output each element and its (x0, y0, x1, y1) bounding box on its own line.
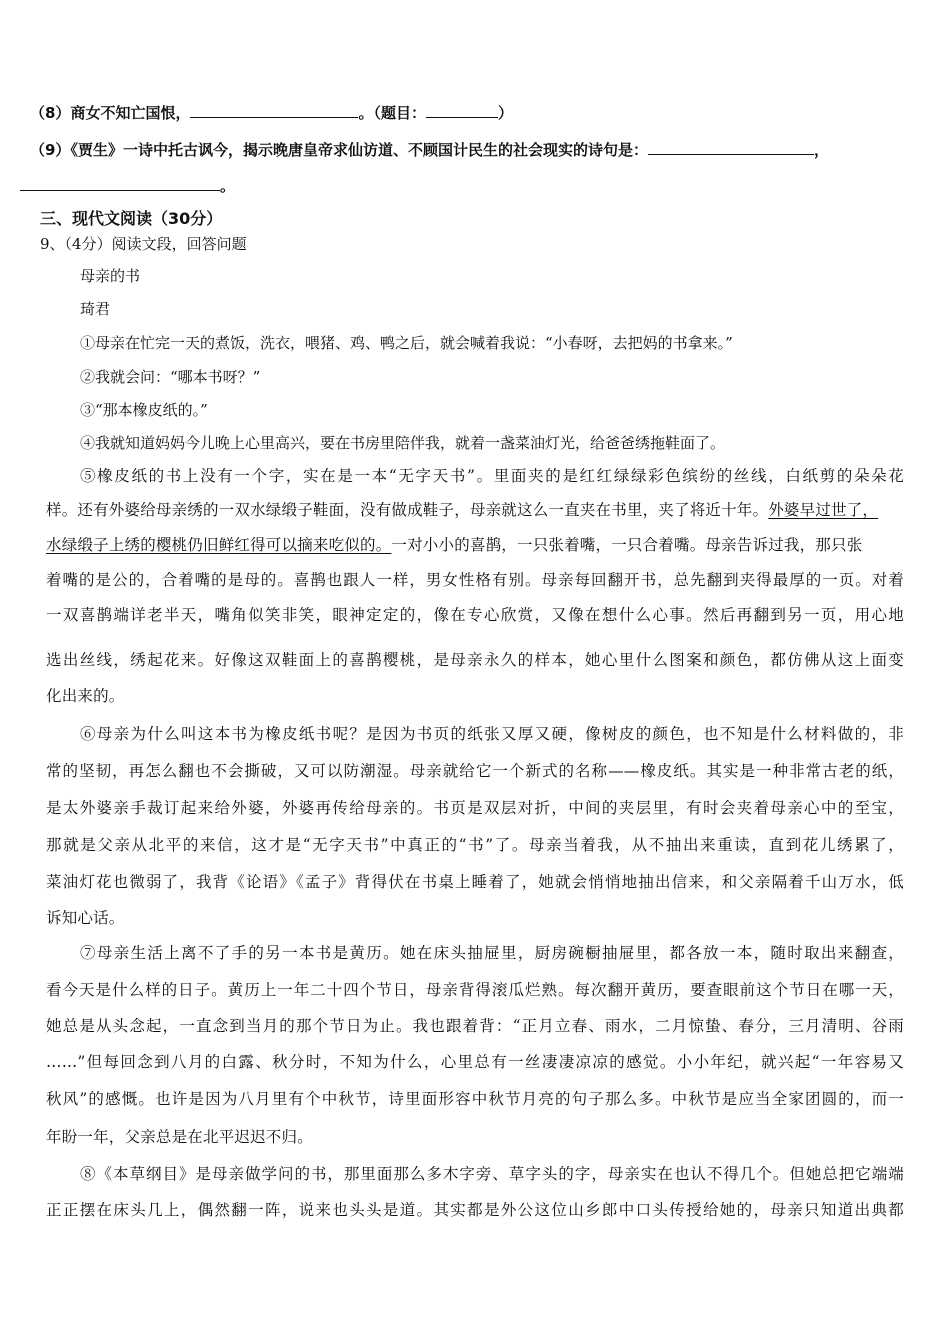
question-8-close: ） (497, 104, 513, 122)
paragraph-5-text-cont: 一对小小的喜鹊，一只张着嘴，一只合着嘴。母亲告诉过我，那只张 (391, 536, 863, 554)
paragraph-5-line-2 (46, 500, 904, 520)
underlined-sentence-part-2: 水绿缎子上绣的樱桃仍旧鲜红得可以摘来吃似的。 (46, 536, 392, 554)
answer-blank-9a[interactable] (648, 140, 814, 155)
question-8-prefix: 商女不知亡国恨， (70, 104, 191, 122)
article-author: 琦君 (80, 300, 111, 318)
paragraph-6-line-6: 诉知心话。 (46, 909, 125, 927)
paragraph-7-line-1: ⑦母亲生活上离不了手的另一本书是黄历。她在床头抽屉里，厨房碗橱抽屉里，都各放一本，随时取出来翻查， (80, 944, 904, 962)
question-9-task: 9、（4分）阅读文段，回答问题 (40, 235, 247, 253)
article-title: 母亲的书 (80, 267, 141, 285)
paragraph-2: ②我就会问：“哪本书呀？” (80, 368, 261, 386)
paragraph-5-line-3 (46, 535, 904, 555)
question-8-number: （8） (30, 104, 71, 122)
question-8 (30, 103, 513, 123)
paragraph-6-line-4: 那就是父亲从北平的来信，这才是“无字天书”中真正的“书”了。母亲当着我，从不抽出来重读，直到花儿绣累了， (46, 836, 904, 854)
paragraph-3: ③“那本橡皮纸的。” (80, 401, 208, 419)
paragraph-1: ①母亲在忙完一天的煮饭，洗衣，喂猪、鸡、鸭之后，就会喊着我说：“小春呀，去把妈的书拿来。” (80, 334, 733, 352)
paragraph-8-line-1: ⑧《本草纲目》是母亲做学问的书，那里面那么多木字旁、草字头的字，母亲实在也认不得几个。但她总把它端端 (80, 1165, 904, 1183)
paragraph-4: ④我就知道妈妈今儿晚上心里高兴，要在书房里陪伴我，就着一盏菜油灯光，给爸爸绣拖鞋面了。 (80, 434, 726, 452)
question-8-after-blank: 。（题目： (358, 104, 426, 122)
paragraph-7-line-4: ……”但每回念到八月的白露、秋分时，不知为什么，心里总有一丝凄凄凉凉的感觉。小小年纪，就兴起“一年容易又 (46, 1053, 904, 1071)
answer-blank-8-title[interactable] (426, 103, 498, 118)
question-9-text: 《贾生》一诗中托古讽今，揭示晚唐皇帝求仙访道、不顾国计民生的社会现实的诗句是： (70, 141, 648, 159)
paragraph-7-line-3: 她总是从头念起，一直念到当月的那个节日为止。我也跟着背：“正月立春、雨水，二月惊蛰、春分，三月清明、谷雨 (46, 1017, 904, 1035)
question-9-continuation (20, 176, 235, 196)
question-9-comma: ， (813, 141, 829, 159)
paragraph-6-line-1: ⑥母亲为什么叫这本书为橡皮纸书呢？是因为书页的纸张又厚又硬，像树皮的颜色，也不知是什么材料做的，非 (80, 725, 904, 743)
paragraph-5-line-4: 着嘴的是公的，合着嘴的是母的。喜鹊也跟人一样，男女性格有别。母亲每回翻开书，总先翻到夹得最厚的一页。对着 (46, 571, 904, 589)
underlined-sentence-part-1: 外婆早过世了， (768, 501, 879, 519)
question-9-end: 。 (220, 177, 236, 195)
paragraph-7-line-2: 看今天是什么样的日子。黄历上一年二十四个节日，母亲背得滚瓜烂熟。每次翻开黄历，要查眼前这个节日在哪一天， (46, 981, 904, 999)
paragraph-5-line-5: 一双喜鹊端详老半天，嘴角似笑非笑，眼神定定的，像在专心欣赏，又像在想什么心事。然后再翻到另一页，用心地 (46, 606, 904, 624)
paragraph-6-line-5: 菜油灯花也微弱了，我背《论语》《孟子》背得伏在书桌上睡着了，她就会悄悄地抽出信来，和父亲隔着千山万水，低 (46, 873, 904, 891)
question-9 (30, 140, 829, 160)
paragraph-7-line-5: 秋风”的感慨。也许是因为八月里有个中秋节，诗里面形容中秋节月亮的句子那么多。中秋节是应当全家团圆的，而一 (46, 1090, 904, 1108)
paragraph-7-line-6: 年盼一年，父亲总是在北平迟迟不归。 (46, 1128, 313, 1146)
paragraph-5-line-1: ⑤橡皮纸的书上没有一个字，实在是一本“无字天书”。里面夹的是红红绿绿彩色缤纷的丝线，白纸剪的朵朵花 (80, 467, 904, 485)
paragraph-6-line-2: 常的坚韧，再怎么翻也不会撕破，又可以防潮湿。母亲就给它一个新式的名称——橡皮纸。其实是一种非常古老的纸， (46, 762, 904, 780)
answer-blank-9b[interactable] (20, 176, 220, 191)
paragraph-5-line-6: 选出丝线，绣起花来。好像这双鞋面上的喜鹊樱桃，是母亲永久的样本，她心里什么图案和颜色，都仿佛从这上面变 (46, 651, 904, 669)
question-9-number: （9） (30, 141, 71, 159)
paragraph-5-line-7: 化出来的。 (46, 687, 125, 705)
paragraph-5-text: 样。还有外婆给母亲绣的一双水绿缎子鞋面，没有做成鞋子，母亲就这么一直夹在书里，夹了将近十年。 (46, 501, 769, 519)
paragraph-8-line-2: 正正摆在床头几上，偶然翻一阵，说来也头头是道。其实都是外公这位山乡郎中口头传授给她的，母亲只知道出典都 (46, 1201, 904, 1219)
paragraph-6-line-3: 是太外婆亲手裁订起来给外婆，外婆再传给母亲的。书页是双层对折，中间的夹层里，有时会夹着母亲心中的至宝， (46, 799, 904, 817)
answer-blank-8a[interactable] (190, 103, 358, 118)
section-heading: 三、现代文阅读（30分） (40, 209, 223, 228)
